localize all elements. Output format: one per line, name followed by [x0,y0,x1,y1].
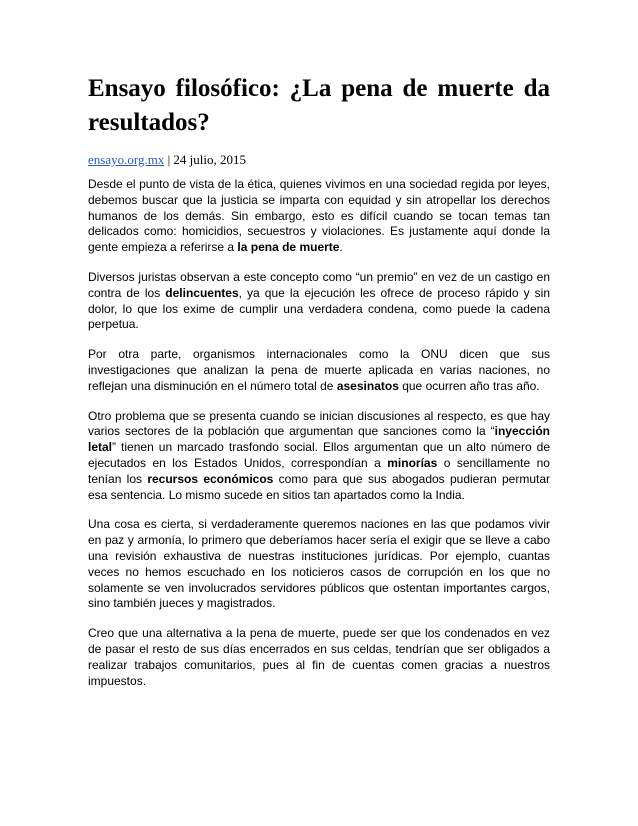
bold-term: delincuentes [165,285,239,300]
paragraph-text: ” tienen un marcado trasfondo social. Ellos argumentan que un alto número de ejecutados en los Estados Unidos, correspondían a [88,440,550,470]
paragraph-text: . [339,240,343,255]
paragraph-text: Otro problema que se presenta cuando se inician discusiones al respecto, es que hay varios sectores de la población que argumentan que sanciones como la “ [88,408,550,439]
bold-term: inyección letal [88,424,550,455]
paragraph-text: que ocurren año tras año. [398,378,540,393]
paragraph-3 [88,347,550,394]
paragraph-4 [88,409,550,504]
paragraph-text: Por otra parte, organismos internacionales como la ONU dicen que sus investigaciones que analizan la pena de muerte aplicada en varias naciones, no reflejan una disminución en el número total de [88,347,550,393]
byline-separator: | [164,152,174,167]
paragraph-text: Diversos juristas observan a este concepto como “un premio” en vez de un castigo en contra de los [88,269,550,300]
bold-term: la pena de muerte [237,240,340,255]
paragraph-1 [88,177,550,256]
bold-term: recursos económicos [147,471,274,486]
paragraph-6: Creo que una alternativa a la pena de muerte, puede ser que los condenados en vez de pasar el resto de sus días encerrados en sus celdas, tendrían que ser obligados a realizar trabajos comunitarios, pues al fin de cuentas comen gracias a nuestros impuestos. [88,626,550,688]
paragraph-5: Una cosa es cierta, si verdaderamente queremos naciones en las que podamos vivir en paz y armonía, lo primero que deberíamos hacer sería el exigir que se lleve a cabo una revisión exhaustiva de nuestras instituciones jurídicas. Por ejemplo, cuantas veces no hemos escuchado en los noticieros casos de corrupción en los que no solamente se ven involucrados servidores públicos que ostentan importantes cargos, sino también jueces y magistrados. [88,517,550,611]
document-page [88,72,550,703]
article-byline [88,152,550,168]
article-title: Ensayo filosófico: ¿La pena de muerte da resultados? [88,75,550,136]
source-link[interactable]: ensayo.org.mx [88,152,165,167]
bold-term: minorías [387,455,438,470]
paragraph-text: Desde el punto de vista de la ética, quienes vivimos en una sociedad regida por leyes, debemos buscar que la justicia se imparta con equidad y sin atropellar los derechos humanos de los demás. Sin embargo, esto es difícil cuando se tocan temas tan delicados como: homicidios, secuestros y violaciones. Es justamente aquí donde la gente empieza a referirse a [88,177,550,255]
paragraph-text: como para que sus abogados pudieran permutar esa sentencia. Lo mismo sucede en sitios tan apartados como la India. [88,471,550,502]
article-date: 24 julio, 2015 [173,152,247,167]
paragraph-2 [88,270,550,333]
paragraph-text: o sencillamente no tenían los [88,455,550,486]
bold-term: asesinatos [336,378,399,393]
paragraph-text: , ya que la ejecución les ofrece de proceso rápido y sin dolor, lo que los exime de cumplir una verdadera condena, como puede la cadena perpetua. [88,285,551,332]
